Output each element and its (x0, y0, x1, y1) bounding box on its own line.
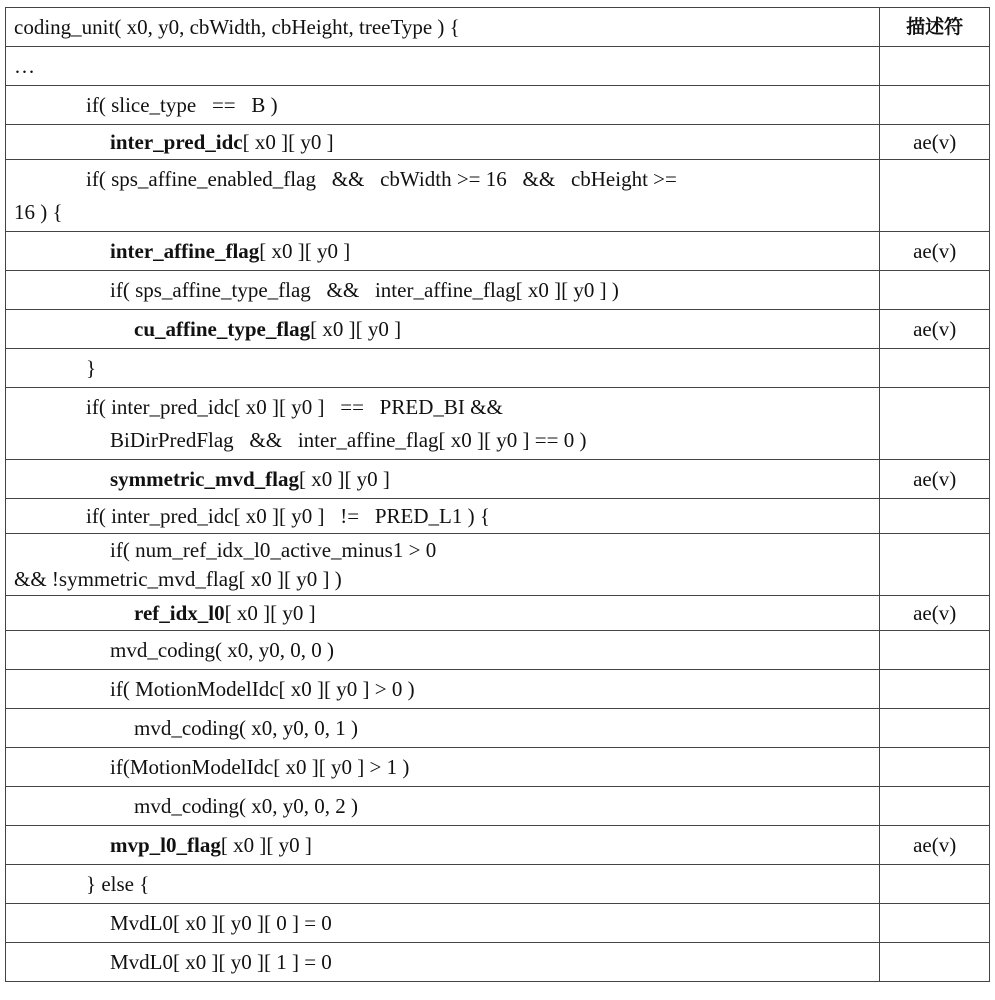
syntax-cell: } else { (6, 865, 880, 904)
descriptor-cell (880, 160, 990, 232)
descriptor-cell (880, 943, 990, 982)
descriptor-cell (880, 47, 990, 86)
table-row (6, 787, 990, 826)
syntax-cell: } (6, 349, 880, 388)
syntax-cell: mvd_coding( x0, y0, 0, 0 ) (6, 631, 880, 670)
syntax-line-1: if( inter_pred_idc[ x0 ][ y0 ] == PRED_BI && (86, 394, 503, 419)
syntax-element-name: inter_affine_flag (110, 239, 260, 263)
syntax-cell: … (6, 47, 880, 86)
syntax-line-2: 16 ) { (14, 199, 63, 224)
syntax-line-2: && !symmetric_mvd_flag[ x0 ][ y0 ] ) (14, 566, 342, 591)
syntax-cell (6, 160, 880, 232)
table-row (6, 388, 990, 460)
syntax-cell: mvd_coding( x0, y0, 0, 2 ) (6, 787, 880, 826)
syntax-cell (6, 596, 880, 631)
syntax-line-1: if( num_ref_idx_l0_active_minus1 > 0 (110, 537, 437, 562)
table-row (6, 596, 990, 631)
table-row (6, 904, 990, 943)
syntax-table (5, 7, 990, 982)
syntax-cell: if( MotionModelIdc[ x0 ][ y0 ] > 0 ) (6, 670, 880, 709)
descriptor-cell (880, 534, 990, 596)
syntax-cell (6, 310, 880, 349)
descriptor-cell (880, 349, 990, 388)
syntax-cell: if( slice_type == B ) (6, 86, 880, 125)
syntax-line-2: BiDirPredFlag && inter_affine_flag[ x0 ][ y0 ] == 0 ) (110, 427, 587, 452)
syntax-cell (6, 534, 880, 596)
syntax-element-name: ref_idx_l0 (134, 601, 225, 625)
syntax-cell: MvdL0[ x0 ][ y0 ][ 0 ] = 0 (6, 904, 880, 943)
syntax-cell (6, 460, 880, 499)
syntax-element-index: [ x0 ][ y0 ] (220, 833, 312, 857)
table-row (6, 748, 990, 787)
descriptor-cell (880, 271, 990, 310)
descriptor-cell (880, 631, 990, 670)
syntax-cell: if(MotionModelIdc[ x0 ][ y0 ] > 1 ) (6, 748, 880, 787)
syntax-cell: MvdL0[ x0 ][ y0 ][ 1 ] = 0 (6, 943, 880, 982)
syntax-element-index: [ x0 ][ y0 ] (310, 317, 402, 341)
syntax-element-name: symmetric_mvd_flag (110, 467, 299, 491)
descriptor-cell (880, 865, 990, 904)
syntax-element-index: [ x0 ][ y0 ] (298, 467, 390, 491)
table-row (6, 460, 990, 499)
descriptor-cell (880, 499, 990, 534)
descriptor-cell: ae(v) (880, 826, 990, 865)
syntax-line-1: if( sps_affine_enabled_flag && cbWidth >= 16 && cbHeight >= (86, 166, 677, 191)
syntax-header: coding_unit( x0, y0, cbWidth, cbHeight, treeType ) { (6, 8, 880, 47)
table-row (6, 349, 990, 388)
syntax-element-name: inter_pred_idc (110, 130, 243, 154)
descriptor-cell (880, 748, 990, 787)
descriptor-cell (880, 709, 990, 748)
descriptor-cell: ae(v) (880, 125, 990, 160)
syntax-element-index: [ x0 ][ y0 ] (259, 239, 351, 263)
syntax-cell (6, 826, 880, 865)
descriptor-cell (880, 787, 990, 826)
table-row (6, 534, 990, 596)
descriptor-header: 描述符 (880, 8, 990, 47)
table-row (6, 865, 990, 904)
descriptor-cell: ae(v) (880, 310, 990, 349)
syntax-cell (6, 125, 880, 160)
table-row (6, 826, 990, 865)
syntax-element-index: [ x0 ][ y0 ] (242, 130, 334, 154)
descriptor-cell (880, 904, 990, 943)
table-row (6, 271, 990, 310)
syntax-cell: if( inter_pred_idc[ x0 ][ y0 ] != PRED_L1 ) { (6, 499, 880, 534)
descriptor-cell: ae(v) (880, 596, 990, 631)
table-row (6, 47, 990, 86)
table-row (6, 709, 990, 748)
table-row (6, 943, 990, 982)
syntax-element-name: cu_affine_type_flag (134, 317, 311, 341)
descriptor-cell: ae(v) (880, 460, 990, 499)
syntax-cell: if( sps_affine_type_flag && inter_affine_flag[ x0 ][ y0 ] ) (6, 271, 880, 310)
table-row (6, 499, 990, 534)
table-row (6, 232, 990, 271)
syntax-element-index: [ x0 ][ y0 ] (224, 601, 316, 625)
table-row (6, 670, 990, 709)
descriptor-cell (880, 86, 990, 125)
table-row (6, 160, 990, 232)
syntax-cell: mvd_coding( x0, y0, 0, 1 ) (6, 709, 880, 748)
table-row (6, 125, 990, 160)
descriptor-cell (880, 388, 990, 460)
table-header-row (6, 8, 990, 47)
table-row (6, 86, 990, 125)
syntax-element-name: mvp_l0_flag (110, 833, 221, 857)
table-row (6, 310, 990, 349)
descriptor-cell (880, 670, 990, 709)
table-row (6, 631, 990, 670)
syntax-cell (6, 388, 880, 460)
descriptor-cell: ae(v) (880, 232, 990, 271)
syntax-cell (6, 232, 880, 271)
